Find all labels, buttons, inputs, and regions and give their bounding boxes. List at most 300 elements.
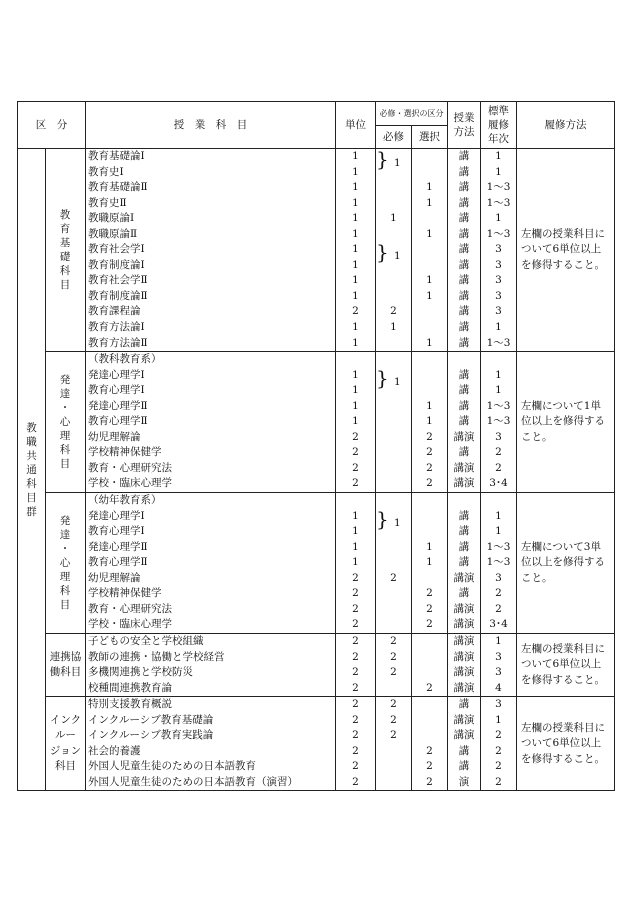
completion-note [517, 493, 615, 634]
cell-year: 1 [495, 321, 502, 334]
cell-year: 2 [495, 775, 502, 788]
col-subject [86, 633, 336, 696]
cell-subject: 教育社会学Ⅱ [88, 274, 148, 287]
cell-year: 1～3 [486, 556, 511, 569]
cell-elec: 2 [426, 477, 433, 490]
cell-elec [412, 211, 447, 227]
section-label-char: 科 [59, 265, 72, 278]
cell-method: 講演 [453, 713, 475, 726]
brace-value: 1 [394, 250, 401, 263]
brace-value: 1 [394, 157, 401, 169]
cell-credits: 1 [352, 556, 359, 569]
cell-year: 3 [495, 274, 502, 287]
section-label-line: 科目 [55, 760, 76, 773]
brace-mark: } [376, 240, 389, 265]
cell-elec [412, 524, 447, 540]
cell-subject: 教育心理学Ⅱ [88, 415, 148, 428]
cell-req: 2 [390, 713, 397, 726]
blank-cell [448, 352, 480, 368]
cell-credits: 1 [352, 165, 359, 178]
section-label-char: 育 [59, 223, 72, 236]
cell-credits: 2 [352, 744, 359, 757]
col-elec [412, 633, 448, 696]
col-elec [412, 697, 448, 791]
header-division: 必修・選択の区分 [376, 102, 448, 126]
cell-elec [412, 650, 447, 666]
section-label-char: 発 [59, 514, 72, 527]
section-label-char: 教 [59, 209, 72, 222]
cell-credits: 2 [352, 430, 359, 443]
cell-req [376, 476, 411, 492]
section-label-char: ・ [59, 542, 72, 555]
cell-credits: 1 [352, 384, 359, 397]
cell-method: 講演 [453, 618, 475, 631]
cell-subject: 教育心理学Ⅱ [88, 556, 148, 569]
cell-req [376, 744, 411, 760]
cell-subject: 発達心理学Ⅰ [88, 368, 145, 381]
cell-year: 1 [495, 165, 502, 178]
completion-note [517, 697, 615, 791]
header-method-l1: 授業 [453, 112, 475, 124]
col-req [376, 149, 412, 352]
cell-subject: 校種間連携教育論 [88, 681, 172, 694]
cell-elec: 1 [426, 227, 433, 240]
col-elec [412, 493, 448, 634]
cell-req [376, 336, 411, 352]
cell-elec: 2 [426, 760, 433, 773]
cell-elec [412, 713, 447, 729]
section-label-line: インク [49, 713, 82, 726]
cell-subject: 外国人児童生徒のための日本語教育（演習） [88, 775, 298, 788]
section-row [18, 352, 615, 493]
cell-subject: 教育制度論Ⅰ [88, 258, 145, 271]
col-req [376, 493, 412, 634]
cell-subject: 特別支援教育概説 [88, 698, 172, 711]
blank-cell [412, 493, 447, 509]
cell-req: 1 [390, 321, 397, 334]
brace-mark: } [376, 365, 389, 390]
cell-year: 3 [495, 305, 502, 318]
cell-credits: 1 [352, 525, 359, 538]
group-label-char: 目 [26, 491, 37, 504]
cell-subject: 教育史Ⅰ [88, 165, 124, 178]
cell-subject: インクルーシブ教育基礎論 [88, 713, 214, 726]
cell-method: 講演 [453, 571, 475, 584]
cell-subject: 教育心理学Ⅰ [88, 384, 145, 397]
cell-req [376, 617, 411, 633]
group-label-char: 教 [26, 421, 37, 434]
cell-elec: 2 [426, 587, 433, 600]
completion-note-text: 左欄の授業科目について6単位以上を修得すること。 [521, 642, 605, 686]
cell-req: 1 [390, 212, 397, 225]
cell-elec [412, 509, 447, 525]
col-method [448, 352, 481, 493]
cell-req [376, 681, 411, 697]
cell-req [376, 289, 411, 305]
header-year-l1: 標準 [488, 105, 509, 117]
section-row [18, 493, 615, 634]
cell-method: 講 [458, 243, 470, 256]
cell-req [376, 586, 411, 602]
cell-method: 講演 [453, 430, 475, 443]
cell-subject: 学校精神保健学 [88, 446, 162, 459]
cell-req: 2 [390, 666, 397, 679]
cell-elec: 1 [426, 274, 433, 287]
cell-elec: 2 [426, 775, 433, 788]
cell-credits: 1 [352, 196, 359, 209]
cell-year: 1～3 [486, 540, 511, 553]
cell-credits: 2 [352, 681, 359, 694]
cell-subject: 発達心理学Ⅱ [88, 399, 148, 412]
cell-method: 講 [458, 274, 470, 287]
blank-cell [481, 352, 516, 368]
cell-credits: 1 [352, 540, 359, 553]
section-label-char: 科 [59, 444, 72, 457]
cell-year: 3･4 [489, 618, 508, 631]
cell-elec: 1 [426, 399, 433, 412]
cell-req [376, 555, 411, 571]
blank-cell [412, 352, 447, 368]
cell-method: 講 [458, 698, 470, 711]
cell-subject: 学校精神保健学 [88, 587, 162, 600]
cell-year: 1 [495, 713, 502, 726]
section-label-char: 発 [59, 374, 72, 387]
cell-credits: 1 [352, 509, 359, 522]
cell-req [376, 180, 411, 196]
col-year [481, 493, 517, 634]
cell-subject: 教育・心理研究法 [88, 461, 172, 474]
cell-method: 講 [458, 305, 470, 318]
cell-credits: 2 [352, 666, 359, 679]
cell-year: 1 [495, 368, 502, 381]
cell-req [376, 540, 411, 556]
subheading: （幼年教育系） [88, 494, 162, 507]
cell-req: 2 [390, 305, 397, 318]
group-label-char: 群 [26, 505, 37, 518]
section-label-char: 目 [59, 598, 72, 611]
completion-note [517, 633, 615, 696]
header-method-l2: 方法 [453, 126, 475, 138]
section-label-char: 達 [59, 388, 72, 401]
cell-subject: 教師の連携・協働と学校経営 [88, 650, 225, 663]
cell-req [376, 445, 411, 461]
col-elec [412, 352, 448, 493]
cell-year: 3 [495, 243, 502, 256]
cell-year: 3 [495, 571, 502, 584]
cell-req [376, 273, 411, 289]
section-label-char: 基 [59, 237, 72, 250]
cell-year: 3 [495, 430, 502, 443]
cell-elec: 1 [426, 556, 433, 569]
cell-elec [412, 665, 447, 681]
cell-credits: 1 [352, 368, 359, 381]
group-label-char: 通 [26, 463, 37, 476]
cell-elec [412, 165, 447, 181]
header-year-l3: 年次 [488, 133, 509, 145]
cell-method: 講 [458, 744, 470, 757]
section-label-char: 目 [59, 279, 72, 292]
brace-mark: } [376, 147, 389, 171]
col-req [376, 352, 412, 493]
col-subject [86, 352, 336, 493]
section-label-line: 働科目 [49, 666, 82, 679]
cell-method: 講演 [453, 461, 475, 474]
cell-year: 1 [495, 525, 502, 538]
blank-cell [336, 352, 375, 368]
cell-year: 3 [495, 650, 502, 663]
cell-elec: 1 [426, 196, 433, 209]
completion-note [517, 352, 615, 493]
cell-year: 1～3 [486, 196, 511, 209]
col-method [448, 697, 481, 791]
cell-method: 講 [458, 289, 470, 302]
cell-method: 講演 [453, 477, 475, 490]
section-label-char: 理 [59, 430, 72, 443]
blank-cell [336, 493, 375, 509]
cell-credits: 2 [352, 650, 359, 663]
header-method [448, 102, 481, 149]
cell-elec: 1 [426, 540, 433, 553]
section-label-char: 達 [59, 528, 72, 541]
cell-req [376, 602, 411, 618]
cell-credits: 1 [352, 274, 359, 287]
cell-subject: 外国人児童生徒のための日本語教育 [88, 760, 256, 773]
col-req [376, 633, 412, 696]
cell-elec [412, 258, 447, 274]
cell-elec [412, 304, 447, 320]
col-credits [336, 493, 376, 634]
col-elec [412, 149, 448, 352]
col-year [481, 697, 517, 791]
cell-subject: 教育社会学Ⅰ [88, 243, 145, 256]
cell-elec: 2 [426, 461, 433, 474]
cell-credits: 1 [352, 212, 359, 225]
cell-credits: 1 [352, 227, 359, 240]
cell-credits: 2 [352, 760, 359, 773]
completion-note-text: 左欄について1単位以上を修得すること。 [521, 399, 605, 443]
cell-elec: 1 [426, 289, 433, 302]
cell-method: 講 [458, 181, 470, 194]
cell-subject: 社会的養護 [88, 744, 141, 757]
cell-subject: 教育・心理研究法 [88, 602, 172, 615]
brace-value: 1 [394, 516, 401, 529]
col-year [481, 352, 517, 493]
cell-subject: インクルーシブ教育実践論 [88, 729, 214, 742]
cell-elec [412, 383, 447, 399]
cell-req [376, 461, 411, 477]
section-label-char: 礎 [59, 251, 72, 264]
cell-method: 講 [458, 760, 470, 773]
cell-subject: 発達心理学Ⅱ [88, 540, 148, 553]
cell-method: 講演 [453, 634, 475, 647]
col-subject [86, 697, 336, 791]
cell-year: 1～3 [486, 415, 511, 428]
section-label-char: 理 [59, 570, 72, 583]
cell-method: 講 [458, 509, 470, 522]
cell-elec: 2 [426, 430, 433, 443]
cell-elec: 1 [426, 181, 433, 194]
cell-credits: 2 [352, 713, 359, 726]
cell-req: 2 [390, 571, 397, 584]
cell-method: 講演 [453, 681, 475, 694]
cell-method: 講演 [453, 602, 475, 615]
section-label-char: 心 [59, 416, 72, 429]
cell-method: 講演 [453, 650, 475, 663]
col-year [481, 633, 517, 696]
header-completion: 履修方法 [517, 102, 615, 149]
section-label-char: 心 [59, 556, 72, 569]
section-row [18, 633, 615, 696]
section-label-line: ジョン [49, 744, 82, 757]
completion-note-text: 左欄の授業科目について6単位以上を修得すること。 [521, 721, 605, 765]
cell-subject: 教育方法論Ⅱ [88, 336, 148, 349]
cell-method: 講 [458, 415, 470, 428]
cell-method: 講 [458, 446, 470, 459]
cell-req: 2 [390, 729, 397, 742]
section-label-line: ルー [55, 729, 76, 742]
cell-credits: 2 [352, 305, 359, 318]
cell-elec [412, 242, 447, 258]
cell-subject: 幼児理解論 [88, 430, 141, 443]
section-label-char: 目 [59, 458, 72, 471]
cell-credits: 1 [352, 321, 359, 334]
cell-credits: 2 [352, 571, 359, 584]
cell-credits: 1 [352, 243, 359, 256]
col-req [376, 697, 412, 791]
cell-elec [412, 634, 447, 650]
cell-year: 3 [495, 289, 502, 302]
cell-subject: 教育課程論 [88, 305, 141, 318]
cell-credits: 2 [352, 618, 359, 631]
cell-method: 講 [458, 384, 470, 397]
cell-method: 講 [458, 336, 470, 349]
cell-year: 1 [495, 212, 502, 225]
cell-subject: 学校・臨床心理学 [88, 477, 172, 490]
blank-cell [481, 493, 516, 509]
cell-credits: 2 [352, 775, 359, 788]
cell-method: 講 [458, 258, 470, 271]
cell-year: 1～3 [486, 181, 511, 194]
cell-subject: 教育制度論Ⅱ [88, 289, 148, 302]
cell-year: 1～3 [486, 227, 511, 240]
cell-elec: 1 [426, 336, 433, 349]
cell-req [376, 414, 411, 430]
cell-method: 講演 [453, 666, 475, 679]
cell-req: 2 [390, 698, 397, 711]
cell-subject: 教育基礎論Ⅰ [88, 150, 145, 162]
section-label [46, 352, 86, 493]
cell-method: 講 [458, 556, 470, 569]
cell-subject: 教育心理学Ⅰ [88, 525, 145, 538]
section-label-char: 科 [59, 584, 72, 597]
cell-year: 1 [495, 150, 502, 162]
section-label-line: 連携協 [49, 650, 82, 663]
cell-method: 講 [458, 321, 470, 334]
cell-method: 講 [458, 150, 470, 162]
cell-elec: 2 [426, 446, 433, 459]
cell-year: 1～3 [486, 399, 511, 412]
cell-method: 演 [458, 775, 470, 788]
cell-method: 講 [458, 196, 470, 209]
cell-subject: 教職原論Ⅱ [88, 227, 138, 240]
cell-elec: 2 [426, 602, 433, 615]
cell-year: 2 [495, 760, 502, 773]
header-category: 区 分 [18, 102, 86, 149]
cell-elec [412, 320, 447, 336]
cell-elec: 2 [426, 618, 433, 631]
cell-year: 1 [495, 634, 502, 647]
brace-mark: } [376, 506, 389, 531]
cell-subject: 学校・臨床心理学 [88, 618, 172, 631]
section-row [18, 697, 615, 791]
cell-req [376, 399, 411, 415]
brace-value: 1 [394, 375, 401, 388]
section-label-char: ・ [59, 402, 72, 415]
col-subject [86, 493, 336, 634]
cell-subject: 教育方法論Ⅰ [88, 321, 145, 334]
cell-req [376, 196, 411, 212]
section-row [18, 149, 615, 352]
completion-note [517, 149, 615, 352]
cell-credits: 1 [352, 399, 359, 412]
cell-year: 2 [495, 602, 502, 615]
cell-credits: 2 [352, 602, 359, 615]
col-credits [336, 633, 376, 696]
cell-subject: 教育基礎論Ⅱ [88, 181, 148, 194]
cell-subject: 多機関連携と学校防災 [88, 666, 193, 679]
header-year [481, 102, 517, 149]
cell-credits: 1 [352, 181, 359, 194]
cell-credits: 2 [352, 446, 359, 459]
cell-elec [412, 697, 447, 713]
col-method [448, 493, 481, 634]
cell-req: 2 [390, 634, 397, 647]
cell-req [376, 775, 411, 791]
group-label-char: 共 [26, 449, 37, 462]
cell-method: 講 [458, 525, 470, 538]
cell-method: 講 [458, 368, 470, 381]
cell-method: 講演 [453, 729, 475, 742]
cell-elec [412, 149, 447, 165]
cell-credits: 2 [352, 477, 359, 490]
cell-year: 2 [495, 461, 502, 474]
cell-credits: 2 [352, 634, 359, 647]
cell-method: 講 [458, 399, 470, 412]
col-subject [86, 149, 336, 352]
col-method [448, 633, 481, 696]
cell-year: 4 [495, 681, 502, 694]
col-credits [336, 352, 376, 493]
group-label-char: 科 [26, 477, 37, 490]
cell-credits: 1 [352, 336, 359, 349]
cell-method: 講 [458, 165, 470, 178]
cell-year: 3 [495, 666, 502, 679]
cell-method: 講 [458, 227, 470, 240]
col-credits [336, 697, 376, 791]
header-elective: 選択 [412, 126, 448, 149]
cell-year: 2 [495, 587, 502, 600]
cell-elec: 2 [426, 744, 433, 757]
cell-year: 2 [495, 446, 502, 459]
cell-credits: 2 [352, 729, 359, 742]
cell-elec [412, 728, 447, 744]
section-label [46, 493, 86, 634]
cell-subject: 教職原論Ⅰ [88, 212, 135, 225]
cell-credits: 1 [352, 150, 359, 162]
cell-year: 1 [495, 384, 502, 397]
completion-note-text: 左欄の授業科目について6単位以上を修得すること。 [521, 227, 605, 271]
section-label [46, 697, 86, 791]
